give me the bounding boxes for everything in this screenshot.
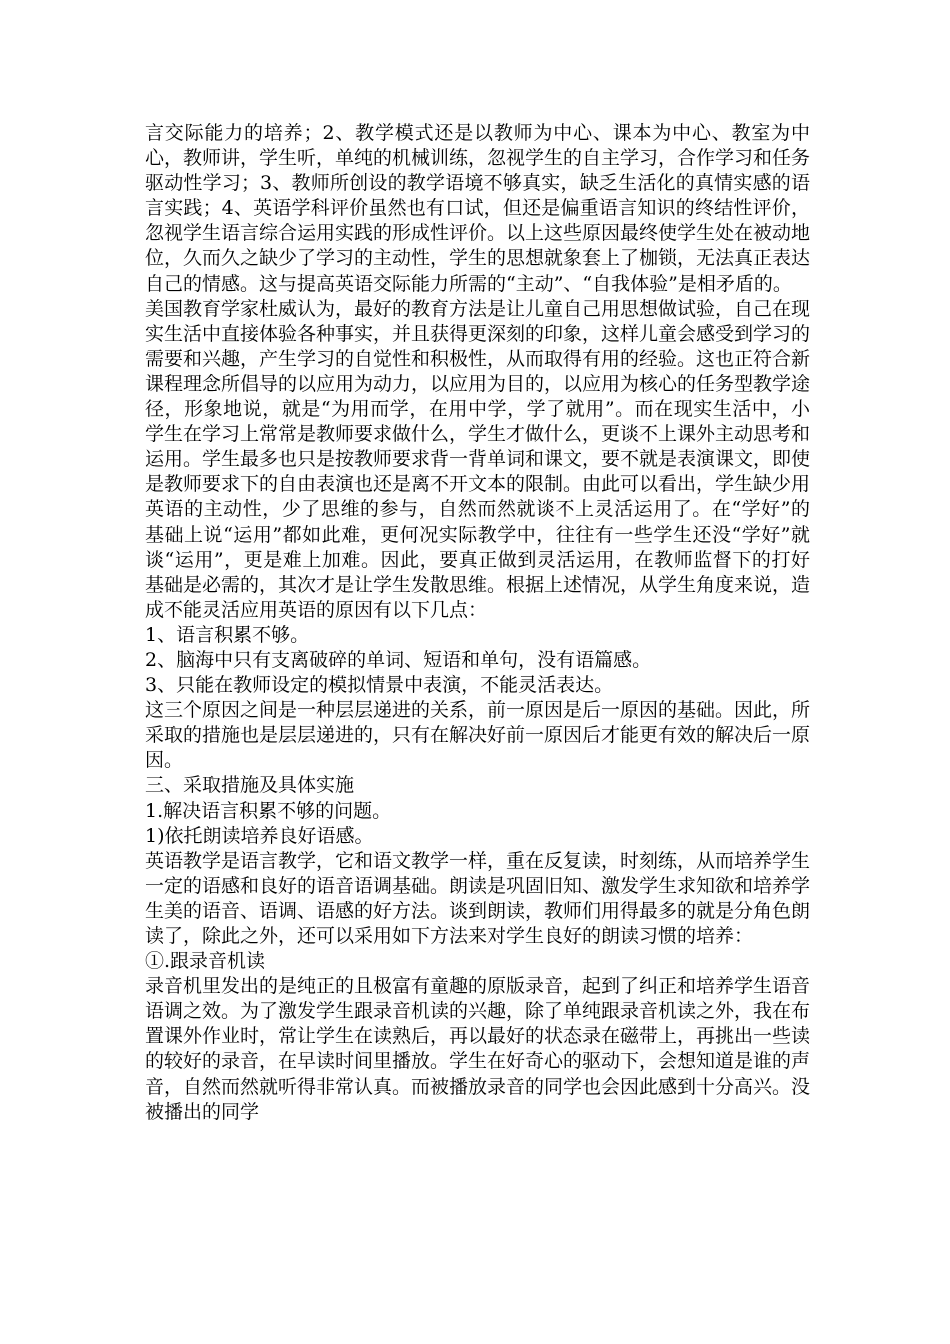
paragraph-recorder: 录音机里发出的是纯正的且极富有童趣的原版录音，起到了纠正和培养学生语音语调之效。为了激发学生跟录音机读的兴趣，除了单纯跟录音机读之外，我在布置课外作业时，常让学生在读熟后，再以最好的状态录在磁带上，再挑出一些读的较好的录音，在早读时间里播放。学生在好奇心的驱动下，会想知道是谁的声音，自然而然就听得非常认真。而被播放录音的同学也会因此感到十分高兴。没被播出的同学 <box>145 975 811 1123</box>
document-body <box>145 121 810 1125</box>
subheading-follow-recorder: ①.跟录音机读 <box>145 950 266 973</box>
list-item-reason-1: 1、语言积累不够。 <box>145 623 310 646</box>
section-heading-measures: 三、采取措施及具体实施 <box>145 774 355 797</box>
list-item-reason-2: 2、脑海中只有支离破碎的单词、短语和单句，没有语篇感。 <box>145 648 652 671</box>
subheading-language-accumulation: 1.解决语言积累不够的问题。 <box>145 799 392 822</box>
list-item-reason-3: 3、只能在教师设定的模拟情景中表演，不能灵活表达。 <box>145 674 614 697</box>
subheading-reading-sense: 1)依托朗读培养良好语感。 <box>145 824 374 847</box>
paragraph-causes-continued: 言交际能力的培养；2、教学模式还是以教师为中心、课本为中心、教室为中心，教师讲，学生听，单纯的机械训练，忽视学生的自主学习，合作学习和任务驱动性学习；3、教师所创设的教学语境不够真实，缺乏生活化的真情实感的语言实践；4、英语学科评价虽然也有口试，但还是偏重语言知识的终结性评价，忽视学生语言综合运用实践的形成性评价。以上这些原因最终使学生处在被动地位，久而久之缺少了学习的主动性，学生的思想就象套上了枷锁，无法真正表达自己的情感。这与提高英语交际能力所需的“主动”、“自我体验”是相矛盾的。 <box>145 122 811 295</box>
paragraph-reading-teaching: 英语教学是语言教学，它和语文教学一样，重在反复读，时刻练，从而培养学生一定的语感和良好的语音语调基础。朗读是巩固旧知、激发学生求知欲和培养学生美的语音、语调、语感的好方法。谈到朗读，教师们用得最多的就是分角色朗读了，除此之外，还可以采用如下方法来对学生良好的朗读习惯的培养： <box>145 849 811 947</box>
paragraph-dewey: 美国教育学家杜威认为，最好的教育方法是让儿童自己用思想做试验，自己在现实生活中直接体验各种事实，并且获得更深刻的印象，这样儿童会感受到学习的需要和兴趣，产生学习的自觉性和积极性，从而取得有用的经验。这也正符合新课程理念所倡导的以应用为动力，以应用为目的，以应用为核心的任务型教学途径，形象地说，就是“为用而学，在用中学，学了就用”。而在现实生活中，小学生在学习上常常是教师要求做什么，学生才做什么，更谈不上课外主动思考和运用。学生最多也只是按教师要求背一背单词和课文，要不就是表演课文，即使是教师要求下的自由表演也还是离不开文本的限制。由此可以看出，学生缺少用英语的主动性，少了思维的参与，自然而然就谈不上灵活运用了。在“学好”的基础上说“运用”都如此难，更何况实际教学中，往往有一些学生还没“学好”就谈“运用”，更是难上加难。因此，要真正做到灵活运用，在教师监督下的打好基础是必需的，其次才是让学生发散思维。根据上述情况，从学生角度来说，造成不能灵活应用英语的原因有以下几点： <box>145 297 811 621</box>
paragraph-progressive-relation: 这三个原因之间是一种层层递进的关系，前一原因是后一原因的基础。因此，所采取的措施也是层层递进的，只有在解决好前一原因后才能更有效的解决后一原因。 <box>145 699 811 772</box>
